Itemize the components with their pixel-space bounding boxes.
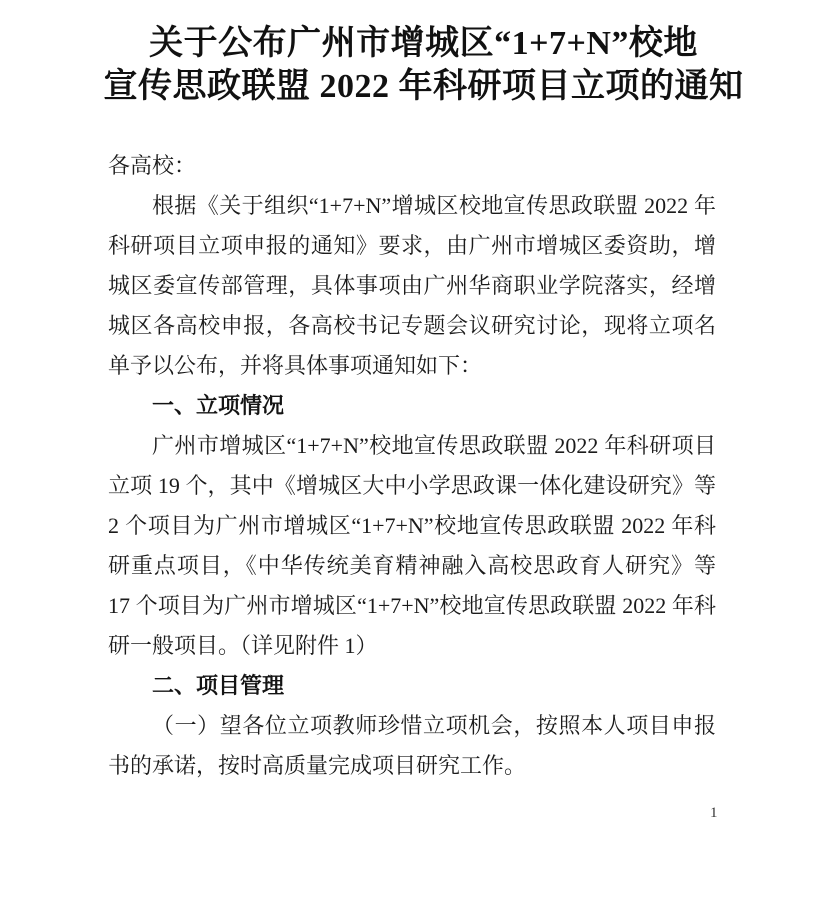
document-title xyxy=(40,22,807,108)
document-title-line-2: 宣传思政联盟 2022 年科研项目立项的通知 xyxy=(103,68,744,105)
section-heading-project-approval: 一、立项情况 xyxy=(152,393,285,418)
document-body xyxy=(108,146,716,786)
paragraph-management-requirements: （一）望各位立项教师珍惜立项机会，按照本人项目申报书的承诺，按时高质量完成项目研究工作。 xyxy=(108,713,716,778)
paragraph-project-list: 广州市增城区“1+7+N”校地宣传思政联盟 2022 年科研项目立项 19 个，其中《增城区大中小学思政课一体化建设研究》等 2 个项目为广州市增城区“1+7+N”校地宣传思政联盟 2022 年科研重点项目，《中华传统美育精神融入高校思政育人研究》等 17 个项目为广州市增城区“1+7+N”校地宣传思政联盟 2022 年科研一般项目。（详见附件 1） xyxy=(108,433,716,658)
paragraph-intro: 根据《关于组织“1+7+N”增城区校地宣传思政联盟 2022 年科研项目立项申报的通知》要求，由广州市增城区委资助，增城区委宣传部管理，具体事项由广州华商职业学院落实，经增城区各高校申报，各高校书记专题会议研究讨论，现将立项名单予以公布，并将具体事项通知如下： xyxy=(108,193,716,378)
document-title-line-1: 关于公布广州市增城区“1+7+N”校地 xyxy=(149,25,698,62)
page-number: 1 xyxy=(710,805,718,821)
salutation: 各高校： xyxy=(108,153,197,178)
section-heading-project-management: 二、项目管理 xyxy=(152,673,285,698)
